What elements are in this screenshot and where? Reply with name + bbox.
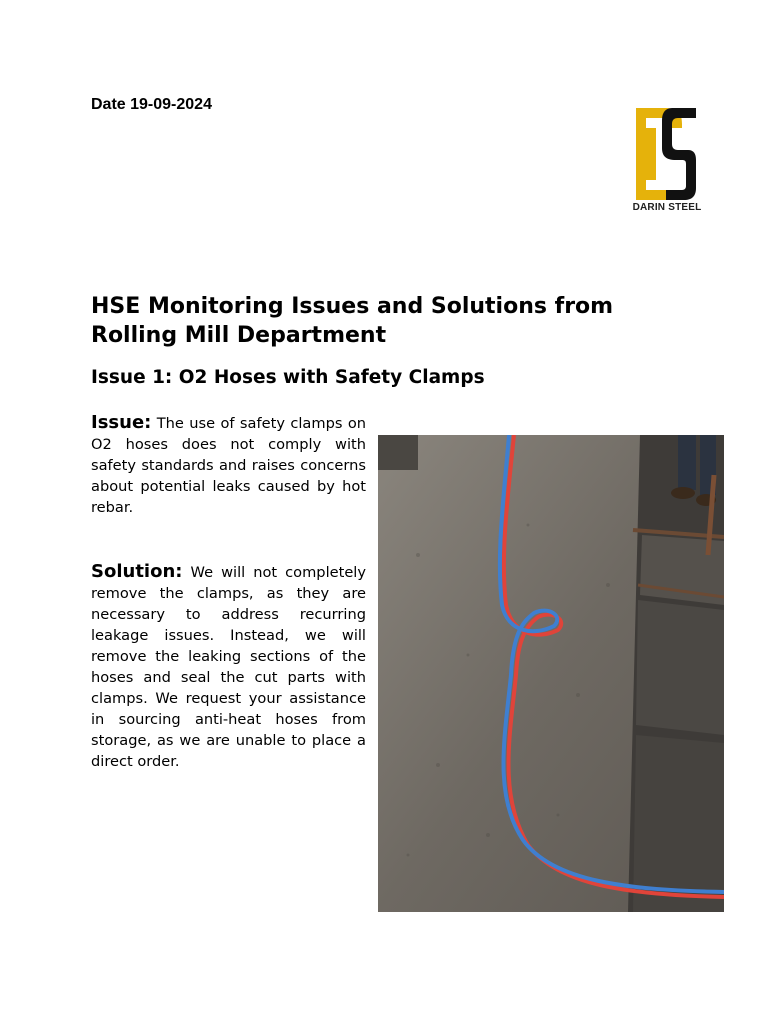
solution-paragraph <box>91 561 366 772</box>
document-date: Date 19-09-2024 <box>91 96 212 113</box>
hose-photo-illustration <box>378 435 724 912</box>
document-title: HSE Monitoring Issues and Solutions from Rolling Mill Department <box>91 294 614 348</box>
solution-label: Solution: <box>91 561 183 582</box>
issue-text: The use of safety clamps on O2 hoses does not comply with safety standards and raises concerns about potential leaks caused by hot rebar. <box>91 415 366 516</box>
hose-photo <box>378 435 724 912</box>
issue-heading: Issue 1: O2 Hoses with Safety Clamps <box>91 367 485 388</box>
issue-label: Issue: <box>91 412 152 433</box>
logo-wordmark: DARIN STEEL <box>632 202 702 213</box>
solution-text: We will not completely remove the clamps, as they are necessary to address recurring leakage issues. Instead, we will remove the leaking sections of the hoses and seal the cut parts with clamps. We request your assistance in sourcing anti-heat hoses from storage, as we are unable to place a direct order. <box>91 564 366 770</box>
issue-paragraph <box>91 412 366 518</box>
